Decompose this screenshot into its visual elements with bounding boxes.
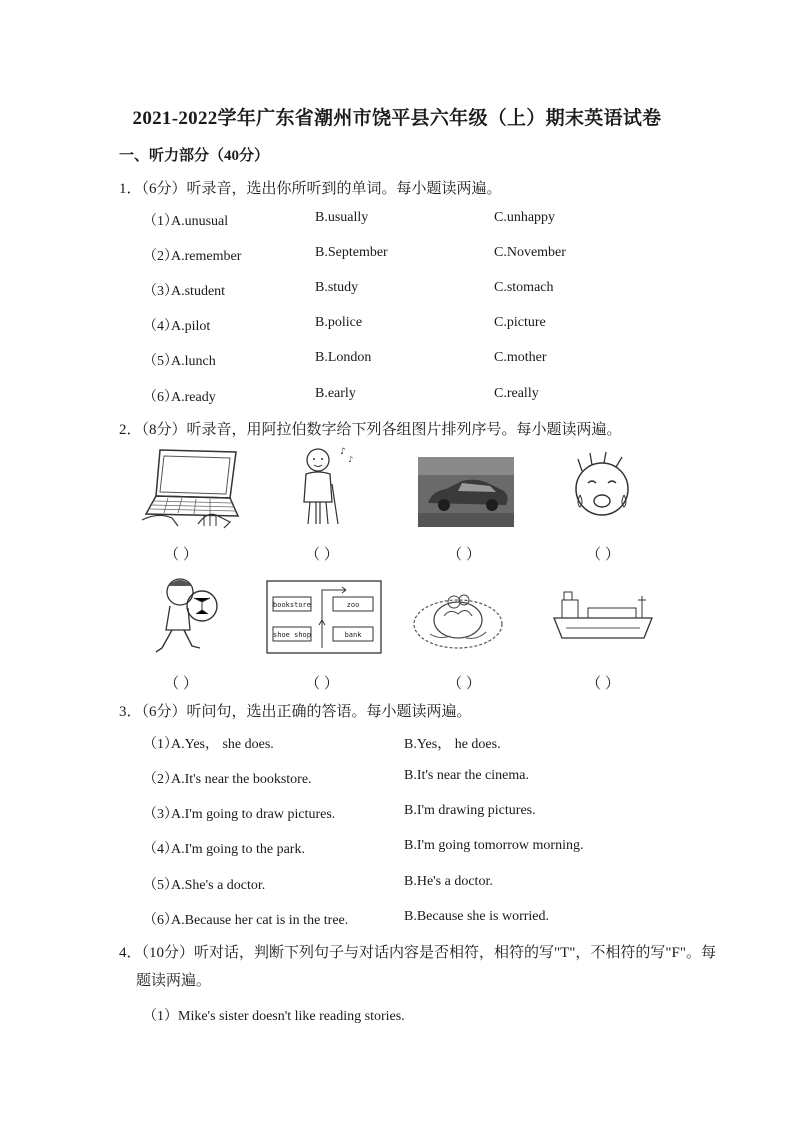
item-number: （4） xyxy=(143,319,178,334)
answer-blank[interactable]: （ ） xyxy=(586,676,620,692)
q1-item-5 xyxy=(143,350,216,370)
answer-blank[interactable]: （ ） xyxy=(305,547,339,563)
item-number: （2） xyxy=(143,249,178,264)
section-heading: 一、听力部分（40分） xyxy=(119,148,270,164)
crying-boy-picture xyxy=(566,449,638,525)
option-b: B.It's near the cinema. xyxy=(404,768,529,783)
option-a: A.I'm going to the park. xyxy=(171,842,305,857)
answer-blank[interactable]: （ ） xyxy=(164,676,198,692)
item-number: （1） xyxy=(143,214,178,229)
option-b: B.He's a doctor. xyxy=(404,874,493,889)
item-number: （3） xyxy=(143,284,178,299)
item-number: （4） xyxy=(143,842,178,857)
q4-item-1: （1）Mike's sister doesn't like reading stories. xyxy=(143,1009,405,1024)
map-label-zoo: zoo xyxy=(346,601,360,609)
question-1-heading: 1．（6分）听录音，选出你所听到的单词。每小题读两遍。 xyxy=(119,181,502,197)
option-a: A.pilot xyxy=(171,319,211,334)
question-3-heading: 3．（6分）听问句，选出正确的答语。每小题读两遍。 xyxy=(119,704,472,720)
q3-item-2 xyxy=(143,768,312,788)
option-b: B.London xyxy=(315,350,372,365)
item-number: （2） xyxy=(143,772,178,787)
option-a: A.lunch xyxy=(171,354,216,369)
boy-with-ball-picture xyxy=(152,572,222,658)
option-c: C.really xyxy=(494,386,539,401)
q1-item-4 xyxy=(143,315,210,335)
option-c: C.picture xyxy=(494,315,546,330)
q3-item-3 xyxy=(143,803,335,823)
option-a: A.student xyxy=(171,284,226,299)
option-b: B.usually xyxy=(315,210,369,225)
option-a: A.Because her cat is in the tree. xyxy=(171,913,349,928)
page-title: 2021-2022学年广东省潮州市饶平县六年级（上）期末英语试卷 xyxy=(132,108,662,129)
question-4-heading-continued: 题读两遍。 xyxy=(136,973,212,989)
option-b: B.I'm going tomorrow morning. xyxy=(404,838,584,853)
map-label-shoe-shop: shoe shop xyxy=(273,631,311,639)
option-a: A.ready xyxy=(171,390,216,405)
svg-text:♪: ♪ xyxy=(348,455,354,464)
svg-text:♪: ♪ xyxy=(340,447,346,457)
option-a: A.I'm going to draw pictures. xyxy=(171,807,336,822)
q3-item-4 xyxy=(143,838,305,858)
q1-item-2 xyxy=(143,245,241,265)
question-2-heading: 2．（8分）听录音，用阿拉伯数字给下列各组图片排列序号。每小题读两遍。 xyxy=(119,422,622,438)
answer-blank[interactable]: （ ） xyxy=(447,547,481,563)
item-number: （6） xyxy=(143,913,178,928)
option-b: B.police xyxy=(315,315,363,330)
old-man-picture xyxy=(292,444,358,528)
option-b: B.Yes， he does. xyxy=(404,737,501,752)
item-number: （1） xyxy=(143,737,178,752)
answer-blank[interactable]: （ ） xyxy=(305,676,339,692)
q3-item-1 xyxy=(143,733,274,753)
item-number: （5） xyxy=(143,354,178,369)
option-c: C.unhappy xyxy=(494,210,556,225)
car-photo xyxy=(418,457,514,527)
q3-item-6 xyxy=(143,909,348,929)
item-number: （5） xyxy=(143,878,178,893)
q1-item-6 xyxy=(143,386,216,406)
laptop-picture xyxy=(138,446,242,530)
option-b: B.Because she is worried. xyxy=(404,909,550,924)
option-c: C.November xyxy=(494,245,566,260)
option-b: B.early xyxy=(315,386,356,401)
option-a: A.Yes， she does. xyxy=(171,737,274,752)
option-b: B.September xyxy=(315,245,388,260)
q1-item-3 xyxy=(143,280,225,300)
ship-picture xyxy=(552,588,656,644)
option-a: A.remember xyxy=(171,249,242,264)
option-b: B.study xyxy=(315,280,359,295)
answer-blank[interactable]: （ ） xyxy=(164,547,198,563)
answer-blank[interactable]: （ ） xyxy=(586,547,620,563)
food-plate-picture xyxy=(410,580,506,654)
item-number: （6） xyxy=(143,390,178,405)
map-label-bookstore: bookstore xyxy=(273,601,311,609)
q1-item-1 xyxy=(143,210,228,230)
map-label-bank: bank xyxy=(344,631,362,639)
question-4-heading: 4．（10分）听对话，判断下列句子与对话内容是否相符，相符的写"T"，不相符的写"F"。每 xyxy=(119,945,717,961)
option-b: B.I'm drawing pictures. xyxy=(404,803,536,818)
q3-item-5 xyxy=(143,874,265,894)
answer-blank[interactable]: （ ） xyxy=(447,676,481,692)
option-a: A.unusual xyxy=(171,214,229,229)
option-a: A.It's near the bookstore. xyxy=(171,772,312,787)
option-c: C.mother xyxy=(494,350,547,365)
item-number: （3） xyxy=(143,807,178,822)
option-c: C.stomach xyxy=(494,280,554,295)
option-a: A.She's a doctor. xyxy=(171,878,266,893)
street-map-picture xyxy=(266,580,382,654)
